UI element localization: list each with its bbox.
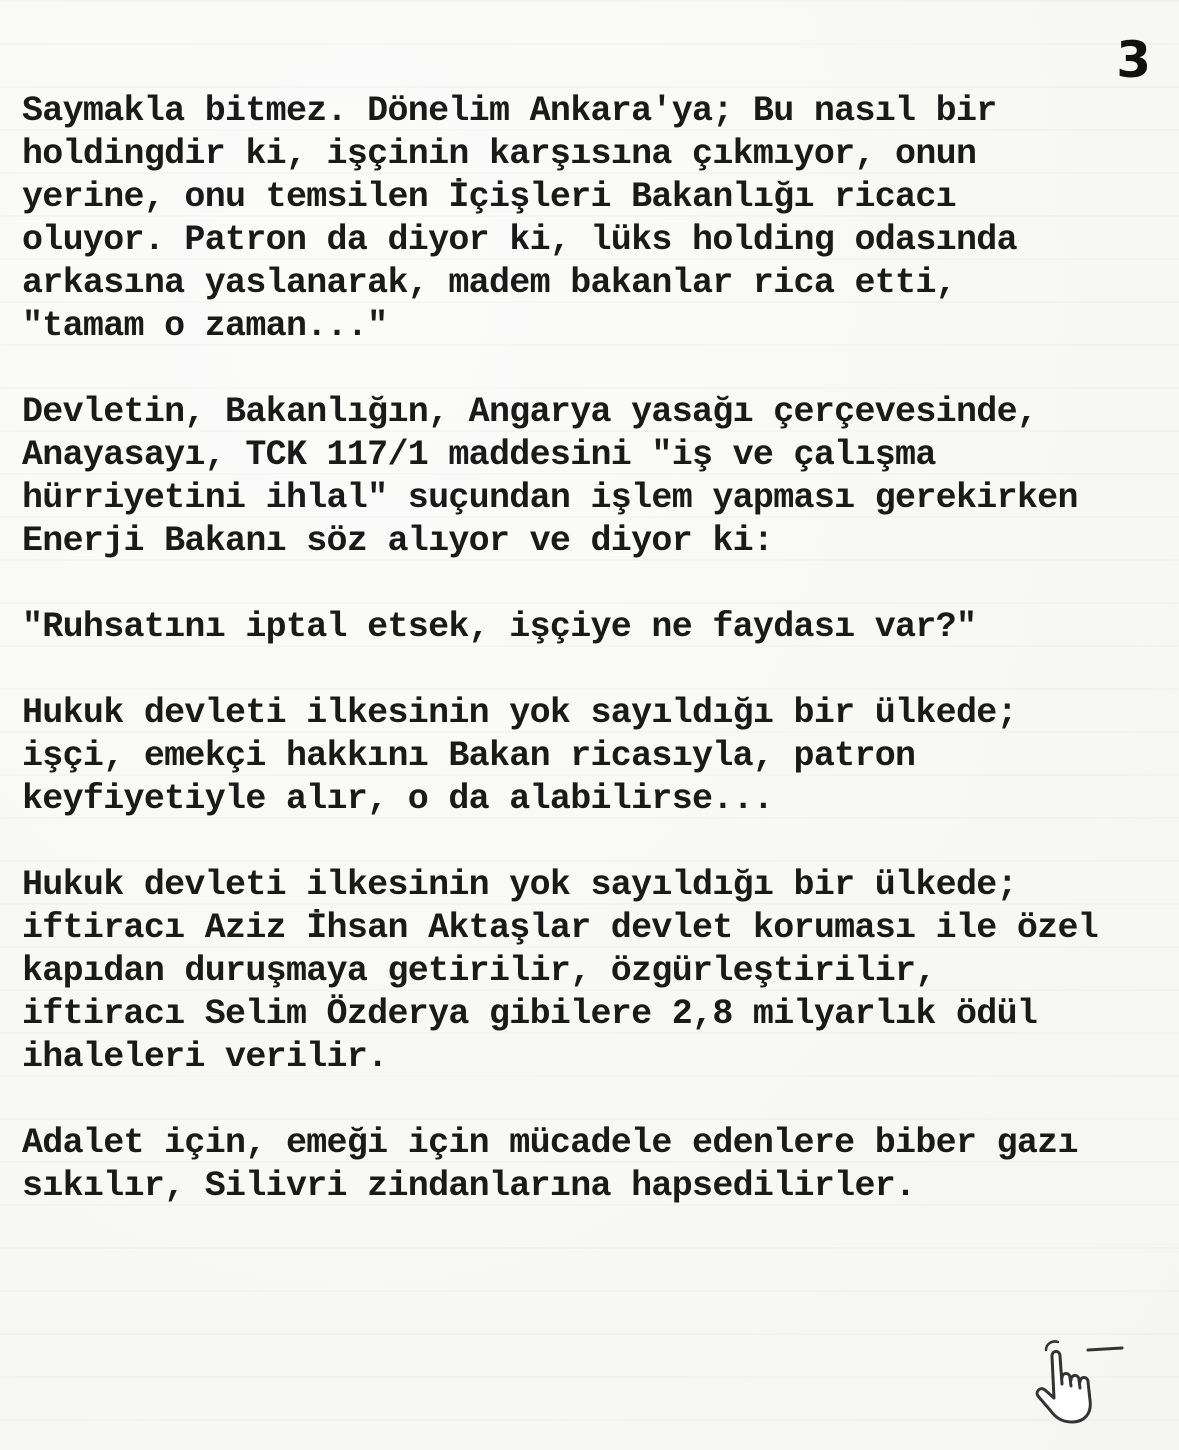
paragraph-1: Saymakla bitmez. Dönelim Ankara'ya; Bu nasıl bir holdingdir ki, işçinin karşısına çıkmıyor, onun yerine, onu temsilen İçişleri Bakanlığı ricacı oluyor. Patron da diyor ki, lüks holding odasında arkasına yaslanarak, madem bakanlar rica etti, "tamam o zaman..." <box>22 91 1017 346</box>
paragraph-5: Hukuk devleti ilkesinin yok sayıldığı bir ülkede; iftiracı Aziz İhsan Aktaşlar devlet koruması ile özel kapıdan duruşmaya getirilir, özgürleştirilir, iftiracı Selim Özderya gibilere 2,8 milyarlık ödül ihaleleri verilir. <box>22 865 1099 1077</box>
document-body <box>22 90 1172 1251</box>
paragraph-6: Adalet için, emeği için mücadele edenlere biber gazı sıkılır, Silivri zindanlarına hapsedilirler. <box>22 1123 1078 1206</box>
paragraph-2: Devletin, Bakanlığın, Angarya yasağı çerçevesinde, Anayasayı, TCK 117/1 maddesini "iş ve çalışma hürriyetini ihlal" suçundan işlem yapması gerekirken Enerji Bakanı söz alıyor ve diyor ki: <box>22 392 1078 561</box>
page-number: 3 <box>1116 31 1151 89</box>
paragraph-4: Hukuk devleti ilkesinin yok sayıldığı bir ülkede; işçi, emekçi hakkını Bakan ricasıyla, patron keyfiyetiyle alır, o da alabilirse... <box>22 693 1017 819</box>
paragraph-3: "Ruhsatını iptal etsek, işçiye ne faydası var?" <box>22 607 977 647</box>
swipe-hand-icon[interactable] <box>1030 1338 1130 1428</box>
